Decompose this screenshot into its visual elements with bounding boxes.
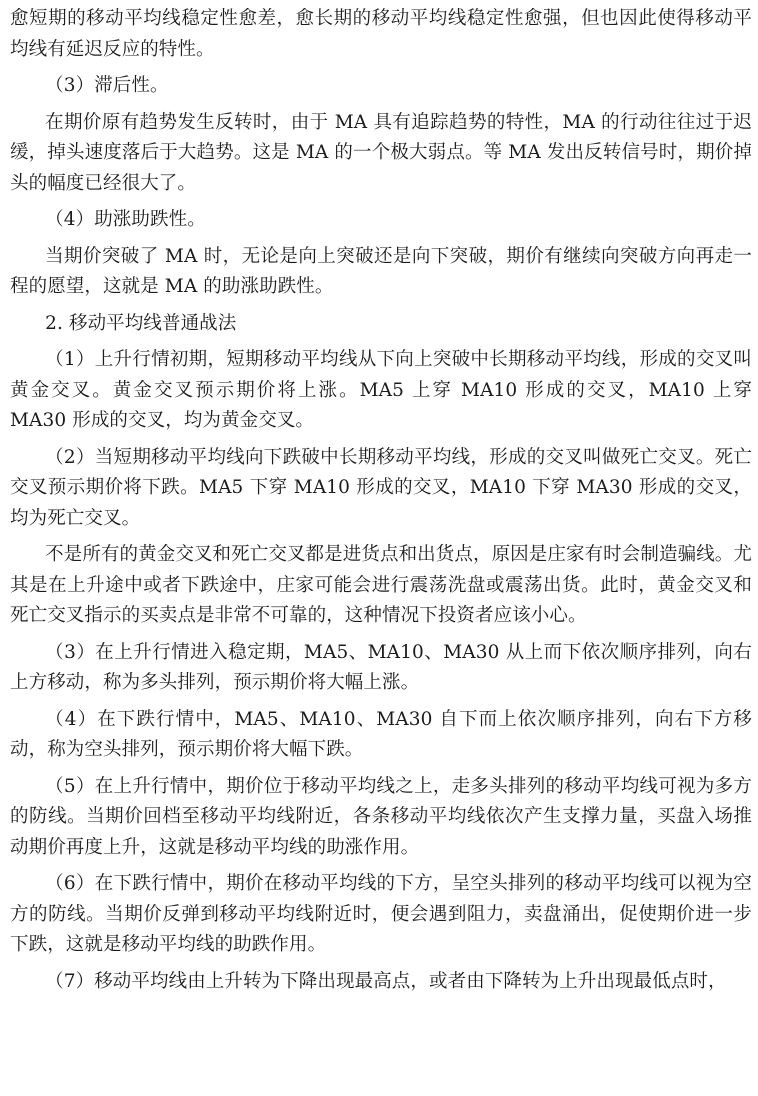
paragraph-momentum: 当期价突破了 MA 时，无论是向上突破还是向下突破，期价有继续向突破方向再走一程的愿望，这就是 MA 的助涨助跌性。 <box>10 245 752 297</box>
paragraph-golden-cross: （1）上升行情初期，短期移动平均线从下向上突破中长期移动平均线，形成的交叉叫黄金交叉。黄金交叉预示期价将上涨。MA5 上穿 MA10 形成的交叉，MA10 上穿 MA30 形成的交叉，均为黄金交叉。 <box>10 349 752 431</box>
paragraph-false-signals: 不是所有的黄金交叉和死亡交叉都是进货点和出货点，原因是庄家有时会制造骗线。尤其是在上升途中或者下跌途中，庄家可能会进行震荡洗盘或震荡出货。此时，黄金交叉和死亡交叉指示的买卖点是非常不可靠的，这种情况下投资者应该小心。 <box>10 544 752 626</box>
heading-lag: （3）滞后性。 <box>45 75 169 96</box>
paragraph-turning-point: （7）移动平均线由上升转为下降出现最高点，或者由下降转为上升出现最低点时， <box>45 970 727 992</box>
heading-momentum: （4）助涨助跌性。 <box>45 209 206 230</box>
section-heading-ma-tactics: 2. 移动平均线普通战法 <box>45 312 237 334</box>
paragraph-support: （5）在上升行情中，期价位于移动平均线之上，走多头排列的移动平均线可视为多方的防线。当期价回档至移动平均线附近，各条移动平均线依次产生支撑力量，买盘入场推动期价再度上升，这就是移动平均线的助涨作用。 <box>10 775 752 858</box>
paragraph-continuation: 愈短期的移动平均线稳定性愈差，愈长期的移动平均线稳定性愈强，但也因此使得移动平均线有延迟反应的特性。 <box>10 8 752 60</box>
paragraph-bullish-alignment: （3）在上升行情进入稳定期，MA5、MA10、MA30 从上而下依次顺序排列，向右上方移动，称为多头排列，预示期价将大幅上涨。 <box>10 641 752 693</box>
paragraph-resistance: （6）在下跌行情中，期价在移动平均线的下方，呈空头排列的移动平均线可以视为空方的防线。当期价反弹到移动平均线附近时，便会遇到阻力，卖盘涌出，促使期价进一步下跌，这就是移动平均线的助跌作用。 <box>10 873 752 955</box>
paragraph-death-cross: （2）当短期移动平均线向下跌破中长期移动平均线，形成的交叉叫做死亡交叉。死亡交叉预示期价将下跌。MA5 下穿 MA10 形成的交叉，MA10 下穿 MA30 形成的交叉，均为死亡交叉。 <box>10 446 752 529</box>
paragraph-lag: 在期价原有趋势发生反转时，由于 MA 具有追踪趋势的特性，MA 的行动往往过于迟缓，掉头速度落后于大趋势。这是 MA 的一个极大弱点。等 MA 发出反转信号时，期价掉头的幅度已经很大了。 <box>10 111 752 194</box>
paragraph-bearish-alignment: （4）在下跌行情中，MA5、MA10、MA30 自下而上依次顺序排列，向右下方移动，称为空头排列，预示期价将大幅下跌。 <box>10 708 752 760</box>
